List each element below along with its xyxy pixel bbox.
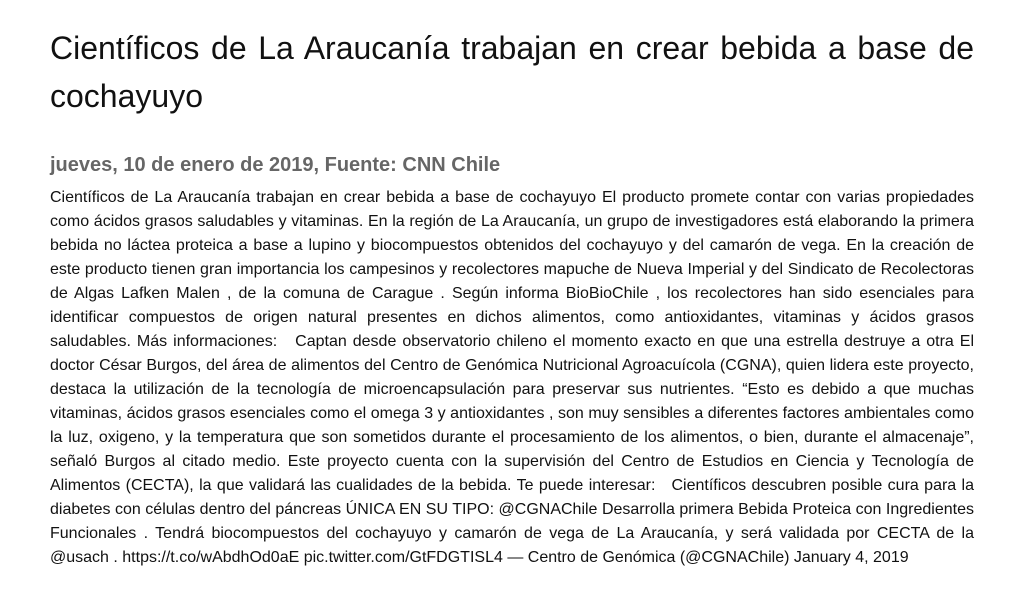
article-body (50, 186, 974, 570)
body-segment-related-2: Científicos descubren posible cura para la diabetes con células dentro del páncreas ÚNICA EN SU TIPO: @CGNAChile Desarrolla primera Bebida Proteica con Ingredientes Funcionales . Tendrá biocompuestos del cochayuyo y camarón de vega de La Araucanía, y será validada por CECTA de la @usach . https://t.co/wAbdhOd0aE pic.twitter.com/GtFDGTISL4 — Centro de Genómica (@CGNAChile) January 4, 2019 (50, 477, 975, 566)
article (50, 24, 974, 570)
article-date-source: jueves, 10 de enero de 2019, Fuente: CNN Chile (50, 154, 501, 176)
body-segment-intro: Científicos de La Araucanía trabajan en crear bebida a base de cochayuyo El producto promete contar con varias propiedades como ácidos grasos saludables y vitaminas. En la región de La Araucanía, un grupo de investigadores está elaborando la primera bebida no láctea proteica a base a lupino y biocompuestos obtenidos del cochayuyo y del camarón de vega. En la creación de este producto tienen gran importancia los campesinos y recolectores mapuche de Nueva Imperial y del Sindicato de Recolectoras de Algas Lafken Malen , de la comuna de Carague . Según informa BioBioChile , los recolectores han sido esenciales para identificar compuestos de origen natural presentes en dichos alimentos, como antioxidantes, vitaminas y ácidos grasos saludables. Más informaciones: (50, 189, 974, 350)
body-segment-related-1: Captan desde observatorio chileno el momento exacto en que una estrella destruye a otra El doctor César Burgos, del área de alimentos del Centro de Genómica Nutricional Agroacuícola (CGNA), quien lidera este proyecto, destaca la utilización de la tecnología de microencapsulación para preservar sus nutrientes. “Esto es debido a que muchas vitaminas, ácidos grasos esenciales como el omega 3 y antioxidantes , son muy sensibles a diferentes factores ambientales como la luz, oxigeno, y la temperatura que son sometidos durante el procesamiento de los alimentos, o bien, durante el almacenaje”, señaló Burgos al citado medio. Este proyecto cuenta con la supervisión del Centro de Estudios en Ciencia y Tecnología de Alimentos (CECTA), la que validará las cualidades de la bebida. Te puede interesar: (50, 333, 975, 494)
article-title: Científicos de La Araucanía trabajan en crear bebida a base de cochayuyo (50, 30, 974, 114)
